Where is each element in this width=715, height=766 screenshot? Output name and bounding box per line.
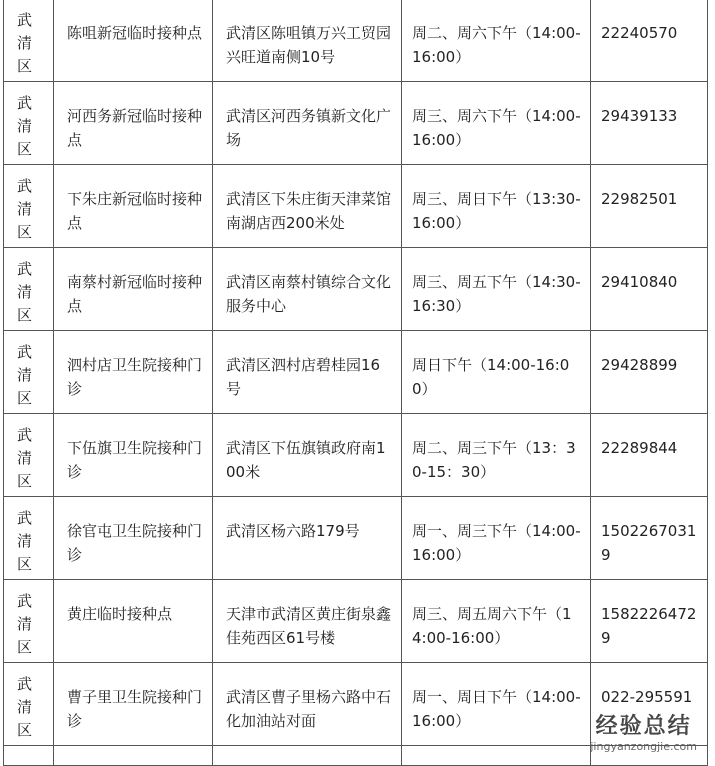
address-cell xyxy=(213,82,402,165)
district-text: 武清区 xyxy=(17,509,33,573)
district-cell xyxy=(4,165,54,248)
phone-cell xyxy=(591,331,708,414)
phone-cell xyxy=(591,580,708,663)
site-address: 武清区南蔡村镇综合文化服务中心 xyxy=(226,273,392,315)
time-cell xyxy=(402,248,591,331)
site-address: 武清区曹子里杨六路中石化加油站对面 xyxy=(226,688,392,730)
site-address: 武清区杨六路179号 xyxy=(226,522,360,540)
site-address: 武清区泗村店碧桂园16号 xyxy=(226,356,381,398)
district-text: 武清区 xyxy=(17,343,33,407)
site-name: 黄庄临时接种点 xyxy=(67,605,173,623)
site-hours: 周二、周三下午（13：30-15：30） xyxy=(412,439,576,481)
district-text: 武清区 xyxy=(17,94,33,158)
district-text: 武清区 xyxy=(17,11,33,75)
table-body xyxy=(4,0,708,766)
time-cell xyxy=(402,497,591,580)
site-phone: 29428899 xyxy=(601,356,678,374)
site-hours: 周三、周六下午（14:00-16:00） xyxy=(412,107,581,149)
site-watermark xyxy=(590,714,697,753)
table-row xyxy=(4,248,708,331)
site-address: 武清区下伍旗镇政府南100米 xyxy=(226,439,386,481)
address-cell xyxy=(213,165,402,248)
district-cell xyxy=(4,746,54,766)
site-name-cell xyxy=(54,580,213,663)
site-name: 南蔡村新冠临时接种点 xyxy=(67,273,203,315)
site-hours: 周一、周三下午（14:00-16:00） xyxy=(412,522,581,564)
site-name: 下伍旗卫生院接种门诊 xyxy=(67,439,203,481)
district-cell xyxy=(4,0,54,82)
district-cell xyxy=(4,248,54,331)
address-cell xyxy=(213,248,402,331)
time-cell xyxy=(402,414,591,497)
site-hours: 周二、周六下午（14:00-16:00） xyxy=(412,24,581,66)
table-row xyxy=(4,0,708,82)
district-text: 武清区 xyxy=(17,177,33,241)
district-cell xyxy=(4,82,54,165)
site-address: 天津市武清区黄庄街泉鑫佳苑西区61号楼 xyxy=(226,605,392,647)
site-name-cell xyxy=(54,414,213,497)
site-address: 武清区河西务镇新文化广场 xyxy=(226,107,392,149)
site-name: 陈咀新冠临时接种点 xyxy=(67,24,203,42)
site-name: 徐官屯卫生院接种门诊 xyxy=(67,522,203,564)
address-cell xyxy=(213,0,402,82)
address-cell xyxy=(213,746,402,766)
site-name-cell xyxy=(54,165,213,248)
time-cell xyxy=(402,746,591,766)
district-text: 武清区 xyxy=(17,592,33,656)
phone-cell xyxy=(591,165,708,248)
site-hours: 周一、周日下午（14:00-16:00） xyxy=(412,688,581,730)
watermark-url: jingyanzongjie.com xyxy=(590,740,697,753)
site-name: 泗村店卫生院接种门诊 xyxy=(67,356,203,398)
site-hours: 周三、周五下午（14:30-16:30） xyxy=(412,273,581,315)
site-phone: 22240570 xyxy=(601,24,678,42)
time-cell xyxy=(402,0,591,82)
phone-cell xyxy=(591,248,708,331)
vaccination-sites-table xyxy=(3,0,708,766)
table-row xyxy=(4,414,708,497)
site-name: 曹子里卫生院接种门诊 xyxy=(67,688,203,730)
district-text: 武清区 xyxy=(17,675,33,739)
site-phone: 22289844 xyxy=(601,439,678,457)
phone-cell xyxy=(591,497,708,580)
table-row xyxy=(4,165,708,248)
time-cell xyxy=(402,663,591,746)
time-cell xyxy=(402,580,591,663)
site-name-cell xyxy=(54,746,213,766)
time-cell xyxy=(402,165,591,248)
site-hours: 周日下午（14:00-16:00） xyxy=(412,356,570,398)
watermark-title: 经验总结 xyxy=(595,714,692,739)
table-row xyxy=(4,580,708,663)
district-text: 武清区 xyxy=(17,426,33,490)
address-cell xyxy=(213,497,402,580)
site-address: 武清区下朱庄街天津菜馆南湖店西200米处 xyxy=(226,190,392,232)
district-cell xyxy=(4,497,54,580)
site-name-cell xyxy=(54,663,213,746)
time-cell xyxy=(402,331,591,414)
address-cell xyxy=(213,414,402,497)
site-address: 武清区陈咀镇万兴工贸园兴旺道南侧10号 xyxy=(226,24,392,66)
site-hours: 周三、周日下午（13:30-16:00） xyxy=(412,190,581,232)
site-name-cell xyxy=(54,497,213,580)
site-phone: 15022670319 xyxy=(601,522,697,564)
district-cell xyxy=(4,663,54,746)
site-name-cell xyxy=(54,0,213,82)
phone-cell xyxy=(591,82,708,165)
address-cell xyxy=(213,663,402,746)
site-phone: 15822264729 xyxy=(601,605,697,647)
table-row xyxy=(4,331,708,414)
district-cell xyxy=(4,414,54,497)
site-phone: 29410840 xyxy=(601,273,678,291)
site-name-cell xyxy=(54,82,213,165)
site-name: 下朱庄新冠临时接种点 xyxy=(67,190,203,232)
site-name: 河西务新冠临时接种点 xyxy=(67,107,203,149)
phone-cell xyxy=(591,0,708,82)
site-phone: 29439133 xyxy=(601,107,678,125)
address-cell xyxy=(213,331,402,414)
site-name-cell xyxy=(54,248,213,331)
table-row xyxy=(4,497,708,580)
site-phone: 22982501 xyxy=(601,190,678,208)
address-cell xyxy=(213,580,402,663)
phone-cell xyxy=(591,414,708,497)
site-phone: 022-295591 xyxy=(601,688,693,706)
time-cell xyxy=(402,82,591,165)
table-row xyxy=(4,82,708,165)
site-name-cell xyxy=(54,331,213,414)
district-cell xyxy=(4,331,54,414)
site-hours: 周三、周五周六下午（14:00-16:00） xyxy=(412,605,572,647)
district-cell xyxy=(4,580,54,663)
district-text: 武清区 xyxy=(17,260,33,324)
